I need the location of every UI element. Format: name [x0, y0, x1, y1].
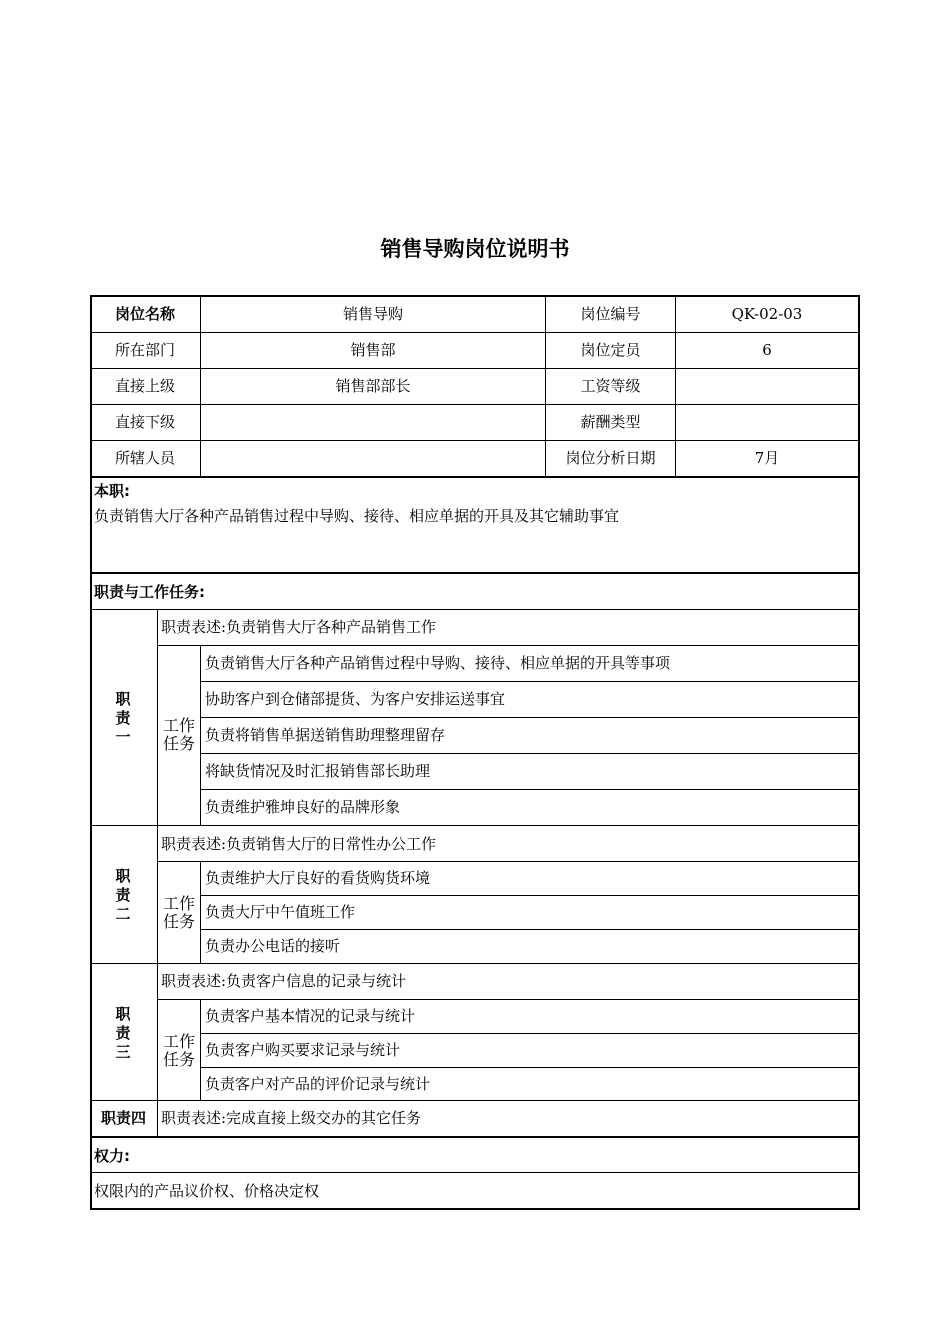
- staff-label: 所辖人员: [114, 449, 175, 467]
- duty-one-task: 负责维护雅坤良好的品牌形象: [205, 798, 401, 816]
- duty-one-description: 职责表述:负责销售大厅各种产品销售工作: [161, 618, 437, 636]
- duty-one-task: 负责将销售单据送销售助理整理留存: [205, 726, 446, 744]
- duty-three-work-task-label: 工作 任务: [162, 1032, 195, 1069]
- duty-one-task: 将缺货情况及时汇报销售部长助理: [205, 762, 431, 780]
- duty-two-task: 负责大厅中午值班工作: [205, 903, 356, 921]
- duty-one-task: 负责销售大厅各种产品销售过程中导购、接待、相应单据的开具等事项: [205, 654, 671, 672]
- duty-three-task: 负责客户对产品的评价记录与统计: [205, 1075, 431, 1093]
- duty-three-label: 职 责 三: [115, 1005, 131, 1061]
- tasks-header: 职责与工作任务:: [94, 583, 205, 601]
- duty-two-description: 职责表述:负责销售大厅的日常性办公工作: [161, 835, 437, 853]
- duty-two-task: 负责办公电话的接听: [205, 937, 341, 955]
- duty-one-work-task-label: 工作 任务: [162, 716, 195, 753]
- duty-two-task: 负责维护大厅良好的看货购货环境: [205, 869, 431, 887]
- duty-two-label: 职 责 二: [115, 867, 131, 923]
- headcount-value: 6: [762, 341, 772, 359]
- position-code-value: QK-02-03: [731, 305, 803, 323]
- job-description-table: [90, 295, 860, 1210]
- position-code-label: 岗位编号: [580, 305, 641, 323]
- document-title: 销售导购岗位说明书: [380, 237, 570, 261]
- duty-four-label: 职责四: [100, 1109, 146, 1127]
- position-name-label: 岗位名称: [114, 305, 175, 323]
- department-label: 所在部门: [114, 341, 175, 359]
- main-duty-text: 负责销售大厅各种产品销售过程中导购、接待、相应单据的开具及其它辅助事宜: [94, 507, 620, 525]
- duty-two-work-task-label: 工作 任务: [162, 894, 195, 931]
- duty-three-task: 负责客户基本情况的记录与统计: [205, 1007, 416, 1025]
- duty-three-description: 职责表述:负责客户信息的记录与统计: [161, 972, 407, 990]
- analysis-date-value: 7月: [754, 449, 780, 467]
- direct-superior-value: 销售部部长: [335, 377, 411, 395]
- direct-superior-label: 直接上级: [114, 377, 175, 395]
- main-duty-label: 本职:: [94, 482, 130, 500]
- direct-subordinate-label: 直接下级: [114, 413, 175, 431]
- duty-one-label: 职 责 一: [115, 690, 131, 746]
- position-name-value: 销售导购: [342, 305, 403, 323]
- pay-type-label: 薪酬类型: [580, 413, 641, 431]
- duty-four-description: 职责表述:完成直接上级交办的其它任务: [161, 1109, 422, 1127]
- headcount-label: 岗位定员: [580, 341, 641, 359]
- duty-one-task: 协助客户到仓储部提货、为客户安排运送事宜: [205, 690, 506, 708]
- analysis-date-label: 岗位分析日期: [565, 449, 656, 467]
- salary-grade-label: 工资等级: [580, 377, 641, 395]
- duty-three-task: 负责客户购买要求记录与统计: [205, 1041, 401, 1059]
- authority-text: 权限内的产品议价权、价格决定权: [94, 1182, 320, 1200]
- department-value: 销售部: [350, 341, 396, 359]
- authority-label: 权力:: [94, 1147, 130, 1165]
